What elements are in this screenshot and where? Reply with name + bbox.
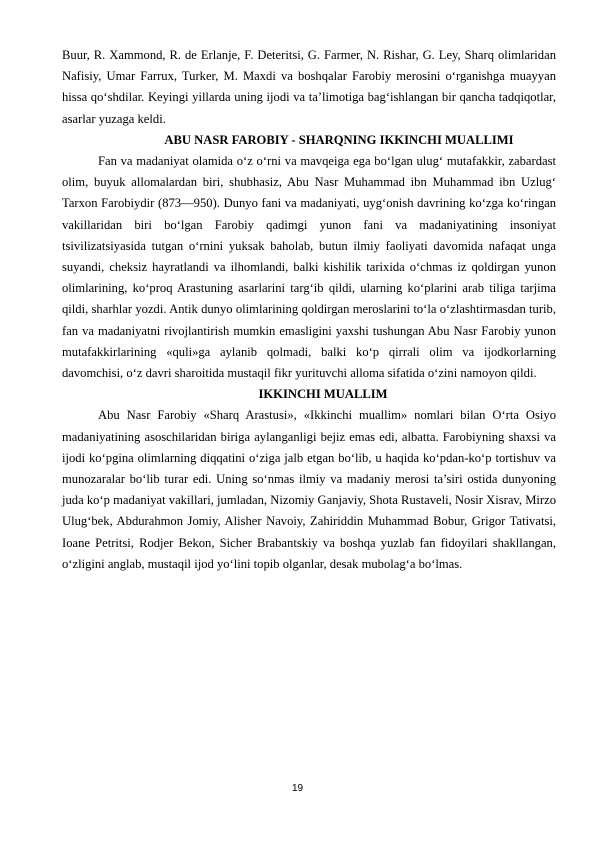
document-page <box>62 45 556 575</box>
paragraph-2: Fan va madaniyat olamida o‘z o‘rni va mavqeiga ega bo‘lgan ulug‘ mutafakkir, zabardast olim, buyuk allomalardan biri, shubhasiz, Abu Nasr Muhammad ibn Muhammad ibn Uzlug‘ Tarxon Farobiydir (873—950). Dunyo fani va madaniyati, uyg‘onish davrining ko‘zga ko‘ringan vakillaridan biri bo‘lgan Farobiy qadimgi yunon fani va madaniyatining insoniyat tsivilizatsiyasida tutgan o‘rnini yuksak baholab, butun ilmiy faoliyati davomida nafaqat unga suyandi, cheksiz hayratlandi va ilhomlandi, balki kishilik tarixida o‘chmas iz qoldirgan yunon olimlarining, ko‘proq Arastuning asarlarini targ‘ib qildi, ularning ko‘plarini arab tiliga tarjima qildi, sharhlar yozdi. Antik dunyo olimlarining qoldirgan meroslarini to‘la o‘zlashtirmasdan turib, fan va madaniyatni rivojlantirish mumkin emasligini yaxshi tushungan Abu Nasr Farobiy yunon mutafakkirlarining «quli»ga aylanib qolmadi, balki ko‘p qirrali olim va ijodkorlarning davomchisi, o‘z davri sharoitida mustaqil fikr yurituvchi alloma sifatida o‘zini namoyon qildi. <box>62 154 556 381</box>
paragraph-3: Abu Nasr Farobiy «Sharq Arastusi», «Ikkinchi muallim» nomlari bilan O‘rta Osiyo madaniyatining asoschilaridan biriga aylanganligi bejiz emas edi, albatta. Farobiyning shaxsi va ijodi ko‘pgina olimlarning diqqatini o‘ziga jalb etgan bo‘lib, u haqida ko‘pdan-ko‘p tortishuv va munozaralar bo‘lib turar edi. Uning so‘nmas ilmiy va madaniy merosi ta’siri ostida dunyoning juda ko‘p madaniyat vakillari, jumladan, Nizomiy Ganjaviy, Shota Rustaveli, Nosir Xisrav, Mirzo Ulug‘bek, Abdurahmon Jomiy, Alisher Navoiy, Zahiriddin Muhammad Bobur, Grigor Tativatsi, Ioane Petritsi, Rodjer Bekon, Sicher Brabantskiy va boshqa yuzlab fan fidoyilari shakllangan, o‘zligini anglab, mustaqil ijod yo‘lini topib olganlar, desak mubolag‘a bo‘lmas. <box>62 408 556 571</box>
section-heading-farobiy: ABU NASR FAROBIY - SHARQNING IKKINCHI MUALLIMI <box>164 132 514 147</box>
page-number: 19 <box>291 783 304 794</box>
paragraph-1: Buur, R. Xammond, R. de Erlanje, F. Deteritsi, G. Farmer, N. Rishar, G. Ley, Sharq olimlaridan Nafisiy, Umar Farrux, Turker, M. Maxdi va boshqalar Farobiy merosini o‘rganishga muayyan hissa qo‘shdilar. Keyingi yillarda uning ijodi va ta’limotiga bag‘ishlangan bir qancha tadqiqotlar, asarlar yuzaga keldi. <box>62 48 556 126</box>
section-heading-ikkinchi-muallim: IKKINCHI MUALLIM <box>258 387 388 402</box>
